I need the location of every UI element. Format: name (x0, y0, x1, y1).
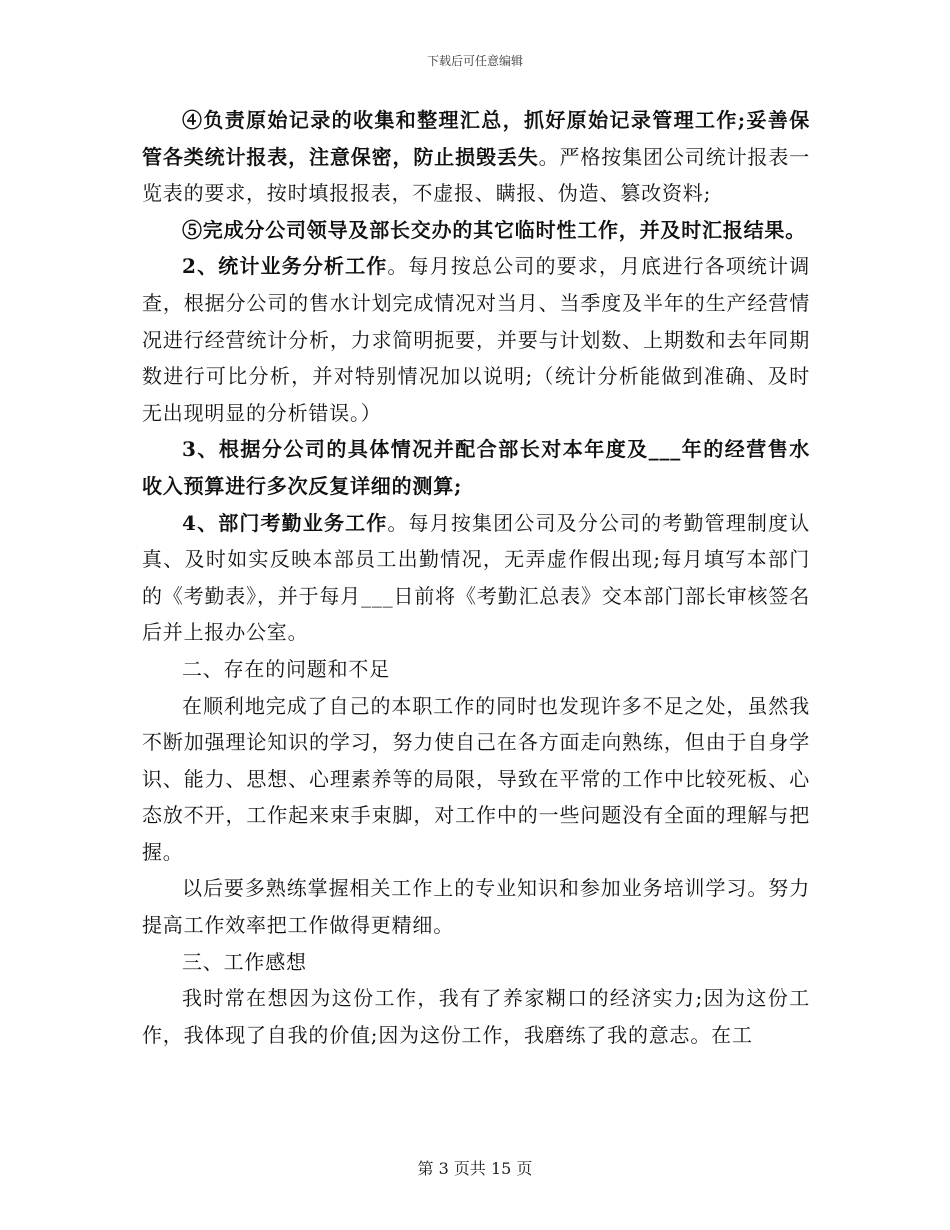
normal-text: 。严格按集团公司统计报表一览表的要求，按时填报报表，不虚报、瞒报、伪造、篡改资料; (142, 144, 810, 206)
paragraph-temporary-tasks (142, 212, 810, 249)
normal-text: 三、工作感想 (182, 949, 307, 974)
section-heading-problems (142, 651, 810, 688)
paragraph-statistics-records (142, 102, 810, 212)
bold-text: ⑤完成分公司领导及部长交办的其它临时性工作，并及时汇报结果。 (182, 217, 806, 242)
paragraph-reflections (142, 980, 810, 1053)
paragraph-improvement (142, 870, 810, 943)
paragraph-statistical-analysis (142, 248, 810, 431)
bold-text: 3、根据分公司的具体情况并配合部长对本年度及___年的经营售水收入预算进行多次反复详细的测算; (142, 437, 810, 498)
bold-text: 4、部门考勤业务工作 (182, 510, 388, 535)
page-number-footer: 第 3 页共 15 页 (417, 1159, 533, 1178)
paragraph-attendance (142, 505, 810, 651)
normal-text: 二、存在的问题和不足 (182, 656, 390, 681)
bold-text: 2、统计业务分析工作 (182, 254, 388, 279)
bold-text: ④负责原始记录的收集和整理汇总，抓好原始记录管理工作;妥善保管各类统计报表，注意保密，防止损毁丢失 (142, 108, 810, 169)
normal-text: 我时常在想因为这份工作，我有了养家糊口的经济实力;因为这份工作，我体现了自我的价值;因为这份工作，我磨练了我的意志。在工 (142, 986, 810, 1047)
normal-text: 。每月按集团公司及分公司的考勤管理制度认真、及时如实反映本部员工出勤情况，无弄虚作假出现;每月填写本部门的《考勤表》，并于每月___日前将《考勤汇总表》交本部门部长审核签名后并上报办公室。 (142, 510, 811, 645)
normal-text: 。每月按总公司的要求，月底进行各项统计调查，根据分公司的售水计划完成情况对当月、当季度及半年的生产经营情况进行经营统计分析，力求简明扼要，并要与计划数、上期数和去年同期数进行可比分析，并对特别情况加以说明;（统计分析能做到准确、及时无出现明显的分析错误。） (142, 254, 811, 425)
page-header: 下载后可任意编辑 (426, 54, 523, 68)
normal-text: 在顺利地完成了自己的本职工作的同时也发现许多不足之处，虽然我不断加强理论知识的学习，努力使自己在各方面走向熟练，但由于自身学识、能力、思想、心理素养等的局限，导致在平常的工作中比较死板、心态放不开，工作起来束手束脚，对工作中的一些问题没有全面的理解与把握。 (142, 693, 810, 864)
paragraph-budget-calculation (142, 431, 810, 504)
normal-text: 以后要多熟练掌握相关工作上的专业知识和参加业务培训学习。努力提高工作效率把工作做得更精细。 (142, 876, 810, 938)
document-body (142, 102, 810, 1053)
paragraph-shortcomings (142, 688, 810, 871)
section-heading-reflections (142, 944, 810, 981)
